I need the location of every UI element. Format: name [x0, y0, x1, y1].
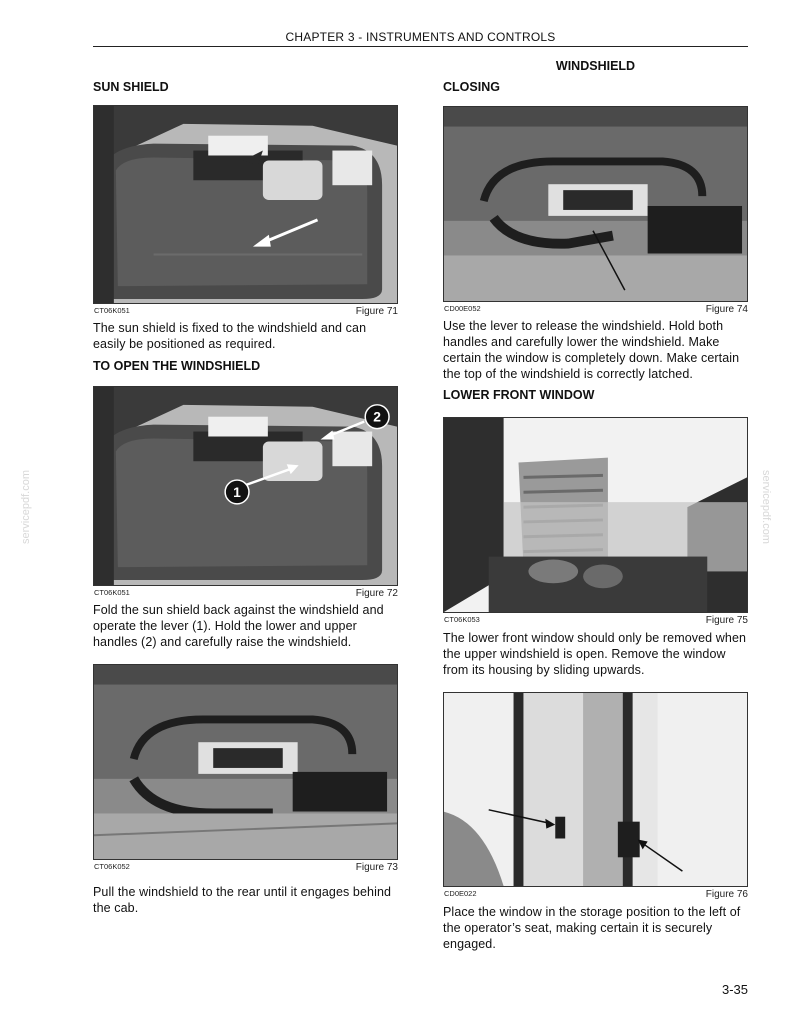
figure-74-caption: Figure 74 [705, 304, 748, 315]
figure-76-code: CD0E022 [444, 889, 477, 898]
figure-74-photo [443, 106, 748, 302]
watermark-right: servicepdf.com [760, 470, 772, 544]
chapter-header: CHAPTER 3 - INSTRUMENTS AND CONTROLS [285, 30, 556, 44]
lower-front-window-text: The lower front window should only be removed when the upper windshield is open. Remove the window from its housing by sliding upwards. [443, 631, 747, 677]
sun-shield-text: The sun shield is fixed to the windshield and can easily be positioned as required. [93, 321, 367, 351]
heading-open-windshield: TO OPEN THE WINDSHIELD [93, 359, 261, 373]
figure-71-code: CT06K051 [94, 306, 130, 315]
figure-76-photo [443, 692, 748, 887]
figure-72-code: CT06K051 [94, 588, 130, 597]
figure-73-caption: Figure 73 [355, 862, 398, 873]
page-number: 3-35 [721, 982, 748, 997]
figure-72-photo [93, 386, 398, 586]
callout-2: 2 [373, 408, 381, 425]
header-rule [93, 46, 748, 47]
closing-text: Use the lever to release the windshield. Hold both handles and carefully lower the windshield. Make certain the window is completely down. Make certain the top of the windshield is correctly latched. [443, 319, 740, 381]
heading-closing: CLOSING [443, 80, 500, 94]
figure-75-caption: Figure 75 [705, 615, 748, 626]
figure-75-code: CT06K053 [444, 615, 480, 624]
heading-lower-front-window: LOWER FRONT WINDOW [443, 388, 595, 402]
figure-71-photo [93, 105, 398, 304]
storage-text: Place the window in the storage position to the left of the operator’s seat, making certain it is securely engaged. [443, 905, 741, 951]
figure-73-code: CT06K052 [94, 862, 130, 871]
figure-75-photo [443, 417, 748, 613]
figure-74-code: CD00E052 [444, 304, 481, 313]
heading-sun-shield: SUN SHIELD [93, 80, 169, 94]
pull-windshield-text: Pull the windshield to the rear until it engages behind the cab. [93, 885, 392, 915]
open-windshield-text: Fold the sun shield back against the windshield and operate the lever (1). Hold the lower and upper handles (2) and carefully raise the windshield. [93, 603, 384, 649]
figure-71-caption: Figure 71 [355, 306, 398, 317]
watermark-left: servicepdf.com [20, 470, 32, 544]
callout-1: 1 [233, 483, 241, 500]
figure-73-photo [93, 664, 398, 860]
figure-72-caption: Figure 72 [355, 588, 398, 599]
section-title: WINDSHIELD [555, 59, 636, 73]
figure-76-caption: Figure 76 [705, 889, 748, 900]
